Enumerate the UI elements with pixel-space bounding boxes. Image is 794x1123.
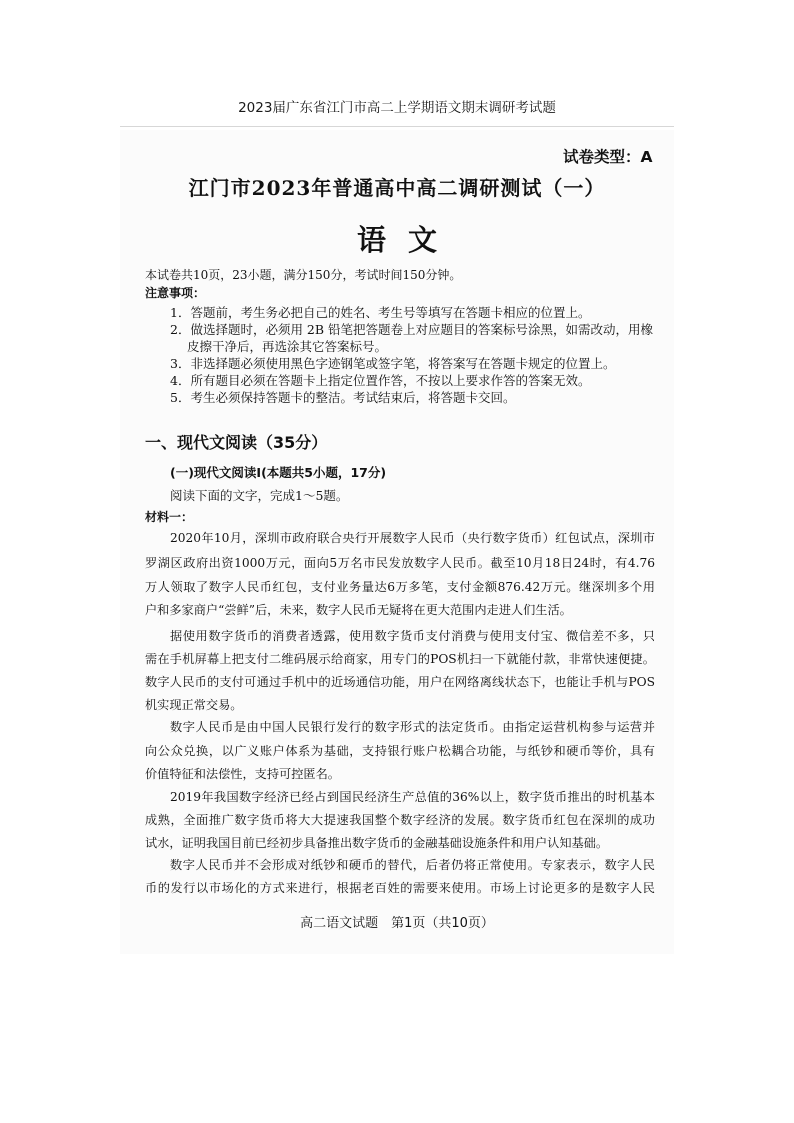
part-title: (一)现代文阅读Ⅰ(本题共5小题，17分) [170,465,387,480]
body-text-line: 试水，证明我国目前已经初步具备推出数字货币的金融基础设施条件和用户认知基础。 [145,836,609,850]
body-text-line: 币的发行以市场化的方式来进行，根据老百姓的需要来使用。市场上讨论更多的是数字人民 [145,881,655,895]
body-text-line: 价值特征和法偿性，支持可控匿名。 [145,767,340,781]
body-text-line: 2019年我国数字经济已经占到国民经济生产总值的36%以上，数字货币推出的时机基本 [170,790,655,804]
section-title: 一、现代文阅读（35分） [145,433,328,452]
subject-title [0,218,794,259]
notice-item-continuation: 皮擦干净后，再选涂其它答案标号。 [187,339,388,354]
subject-char-2: 文 [408,223,438,257]
document-header-title: 2023届广东省江门市高二上学期语文期末调研考试题 [238,100,556,116]
paper-type-label: 试卷类型：A [563,148,653,166]
notice-item: 3．非选择题必须使用黑色字迹钢笔或签字笔，将答案写在答题卡规定的位置上。 [170,356,616,371]
exam-title: 江门市2023年普通高中高二调研测试（一） [188,176,606,200]
notice-item: 5．考生必须保持答题卡的整洁。考试结束后，将答题卡交回。 [170,390,516,405]
header-divider [120,126,674,127]
body-text-line: 数字人民币是由中国人民银行发行的数字形式的法定货币。由指定运营机构参与运营并 [170,720,655,734]
reading-instruction: 阅读下面的文字，完成1～5题。 [170,488,349,503]
body-text-line: 数字人民币的支付可通过手机中的近场通信功能，用户在网络离线状态下，也能让手机与POS [145,675,655,689]
body-text-line: 机实现正常交易。 [145,698,243,712]
body-text-line: 万人领取了数字人民币红包，支付业务量达6万多笔，支付金额876.42万元。继深圳多个用 [145,580,655,594]
body-text-line: 向公众兑换，以广义账户体系为基础，支持银行账户松耦合功能，与纸钞和硬币等价，具有 [145,744,655,758]
body-text-line: 数字人民币并不会形成对纸钞和硬币的替代，后者仍将正常使用。专家表示，数字人民 [170,858,655,872]
subject-char-1: 语 [356,223,386,257]
body-text-line: 2020年10月，深圳市政府联合央行开展数字人民币（央行数字货币）红包试点，深圳市 [170,531,655,545]
page-footer: 高二语文试题 第1页（共10页） [300,916,494,931]
body-text-line: 需在手机屏幕上把支付二维码展示给商家，用专门的POS机扫一下就能付款，非常快速便捷。 [145,652,655,666]
notice-item: 1．答题前，考生务必把自己的姓名、考生号等填写在答题卡相应的位置上。 [170,305,591,320]
body-text-line: 成熟，全面推广数字货币将大大提速我国整个数字经济的发展。数字货币红包在深圳的成功 [145,813,655,827]
body-text-line: 罗湖区政府出资1000万元，面向5万名市民发放数字人民币。截至10月18日24时，有4.76 [145,556,655,570]
material-label: 材料一： [145,510,194,524]
body-text-line: 户和多家商户“尝鲜”后，未来，数字人民币无疑将在更大范围内走进人们生活。 [145,603,572,617]
notice-item: 4．所有题目必须在答题卡上指定位置作答，不按以上要求作答的答案无效。 [170,373,591,388]
body-text-line: 据使用数字货币的消费者透露，使用数字货币支付消费与使用支付宝、微信差不多，只 [170,629,655,643]
notice-title: 注意事项： [145,286,206,300]
notice-item: 2．做选择题时，必须用 2B 铅笔把答题卷上对应题目的答案标号涂黑，如需改动，用橡 [170,322,654,337]
exam-info: 本试卷共10页，23小题，满分150分，考试时间150分钟。 [145,268,462,282]
